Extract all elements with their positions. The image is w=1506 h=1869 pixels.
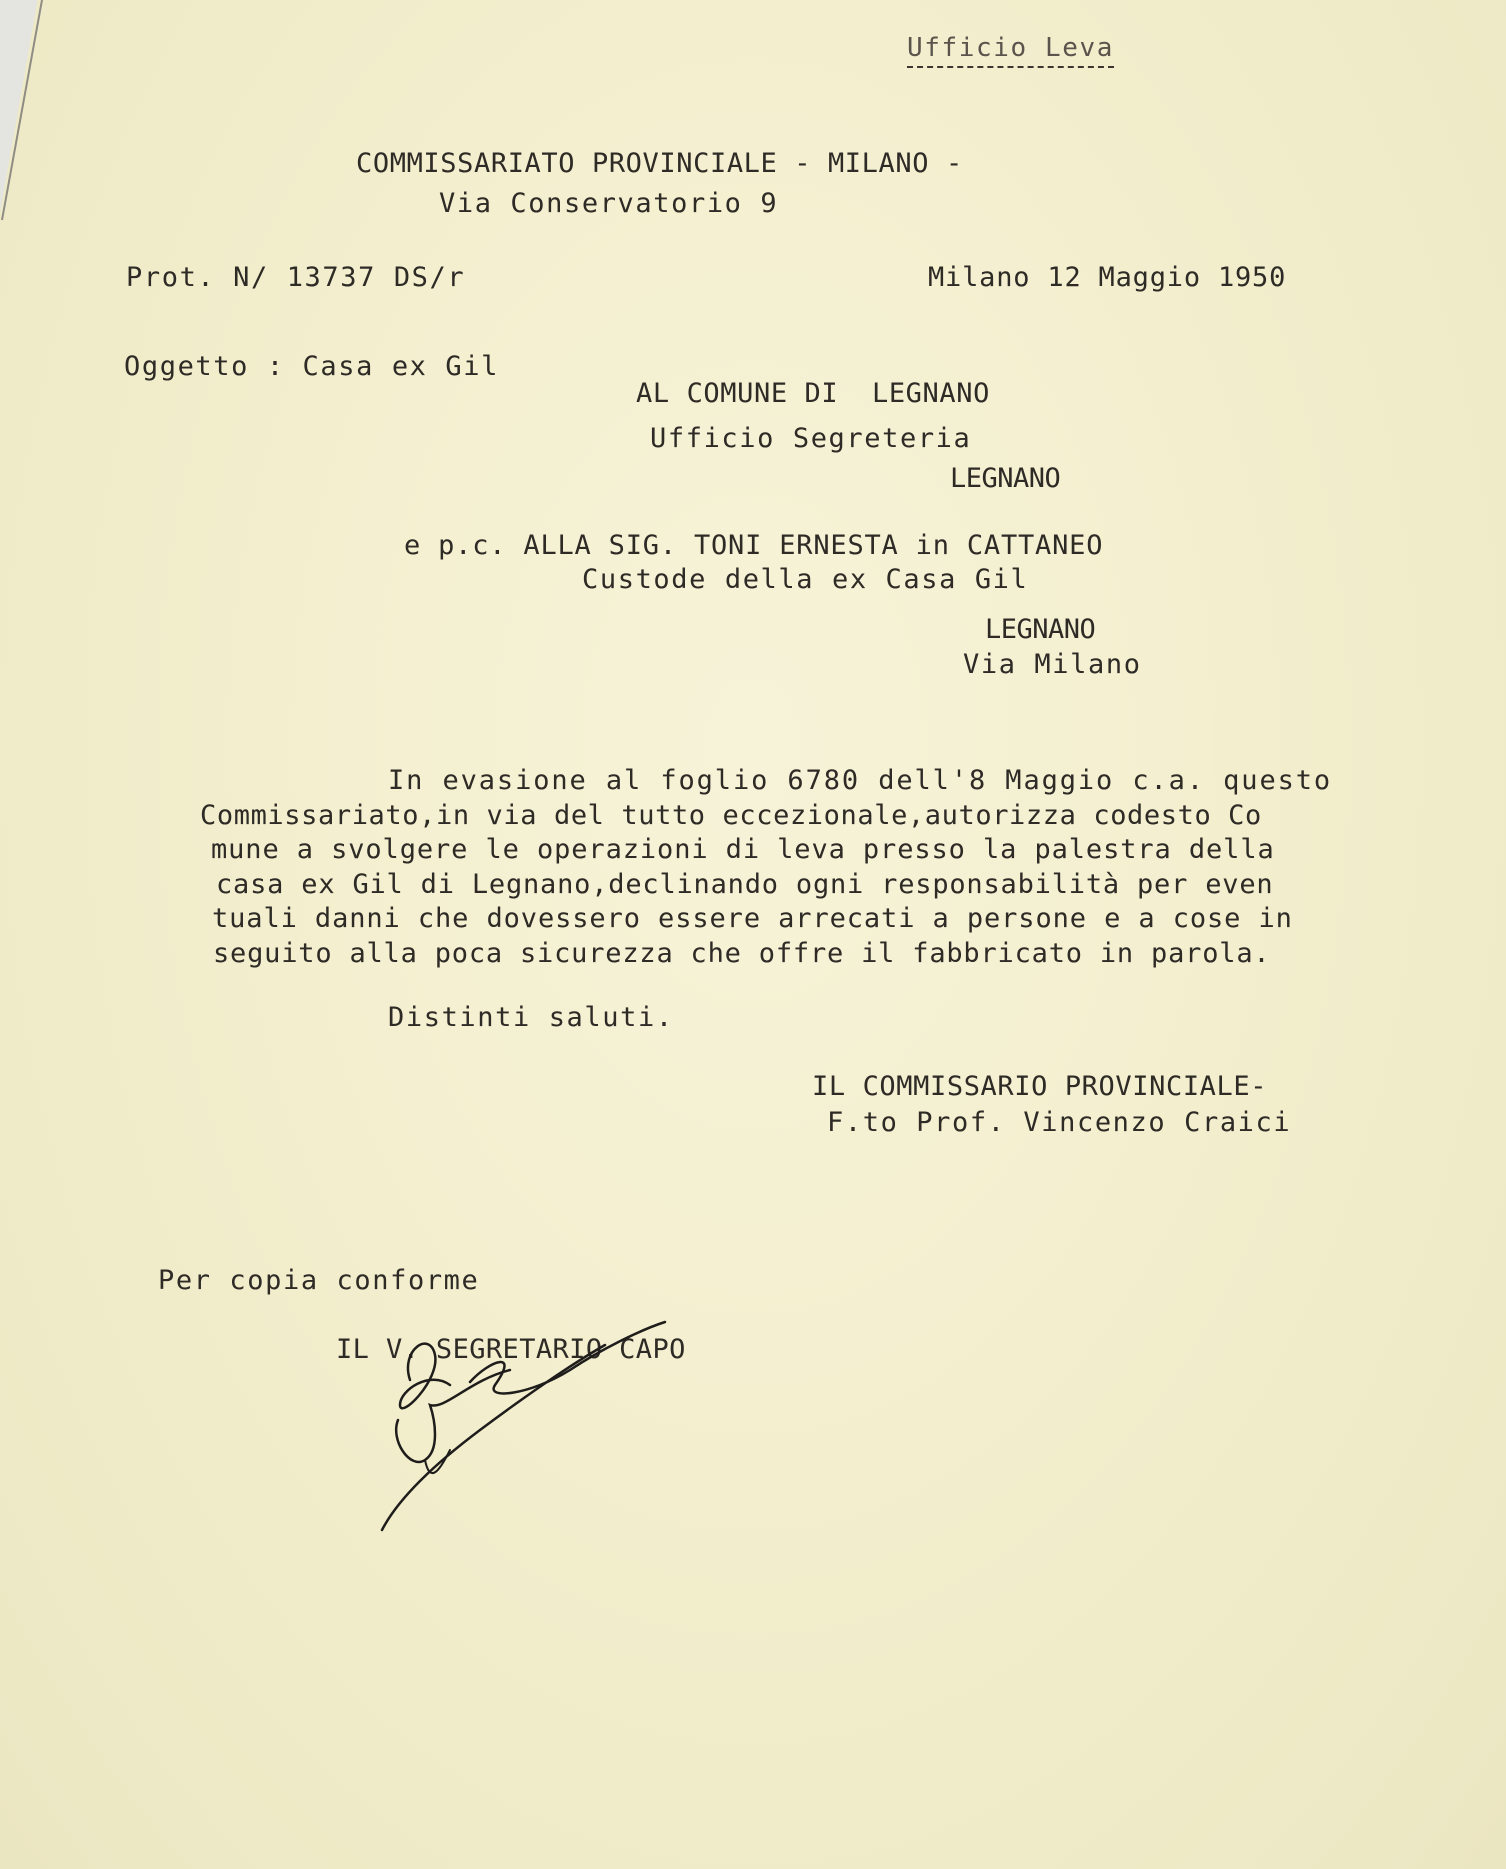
signatory-name: F.to Prof. Vincenzo Craici (827, 1107, 1292, 1138)
cc-street: Via Milano (963, 649, 1142, 680)
header-line-1: COMMISSARIATO PROVINCIALE - MILANO - (356, 148, 963, 179)
subject-line: Oggetto : Casa ex Gil (124, 351, 499, 382)
recipient-line-1: AL COMUNE DI LEGNANO (636, 378, 990, 409)
recipient-line-2: Ufficio Segreteria (650, 423, 972, 454)
recipient-city: LEGNANO (950, 463, 1061, 494)
body-line-3: mune a svolgere le operazioni di leva presso la palestra della (211, 834, 1275, 865)
copy-note: Per copia conforme (158, 1265, 480, 1296)
header-line-2: Via Conservatorio 9 (439, 188, 779, 219)
handwritten-signature (370, 1310, 690, 1540)
body-line-5: tuali danni che dovessero essere arrecati a persone e a cose in (212, 903, 1293, 934)
cc-city: LEGNANO (985, 614, 1096, 645)
body-line-6: seguito alla poca sicurezza che offre il fabbricato in parola. (213, 938, 1271, 969)
closing-salutation: Distinti saluti. (388, 1002, 674, 1033)
letter-date: Milano 12 Maggio 1950 (928, 262, 1287, 293)
protocol-number: Prot. N/ 13737 DS/r (126, 262, 466, 293)
body-line-2: Commissariato,in via del tutto eccezionale,autorizza codesto Co (200, 800, 1262, 831)
office-label: Ufficio Leva (907, 31, 1114, 68)
body-line-1: In evasione al foglio 6780 dell'8 Maggio c.a. questo (388, 765, 1333, 796)
copy-signatory: IL V. SEGRETARIO CAPO (336, 1334, 686, 1365)
signatory-title: IL COMMISSARIO PROVINCIALE- (812, 1071, 1268, 1102)
body-line-4: casa ex Gil di Legnano,declinando ogni responsabilità per even (216, 869, 1274, 900)
cc-line-2: Custode della ex Casa Gil (582, 564, 1029, 595)
cc-line-1: e p.c. ALLA SIG. TONI ERNESTA in CATTANEO (404, 530, 1104, 561)
page-fold-line (0, 0, 80, 260)
